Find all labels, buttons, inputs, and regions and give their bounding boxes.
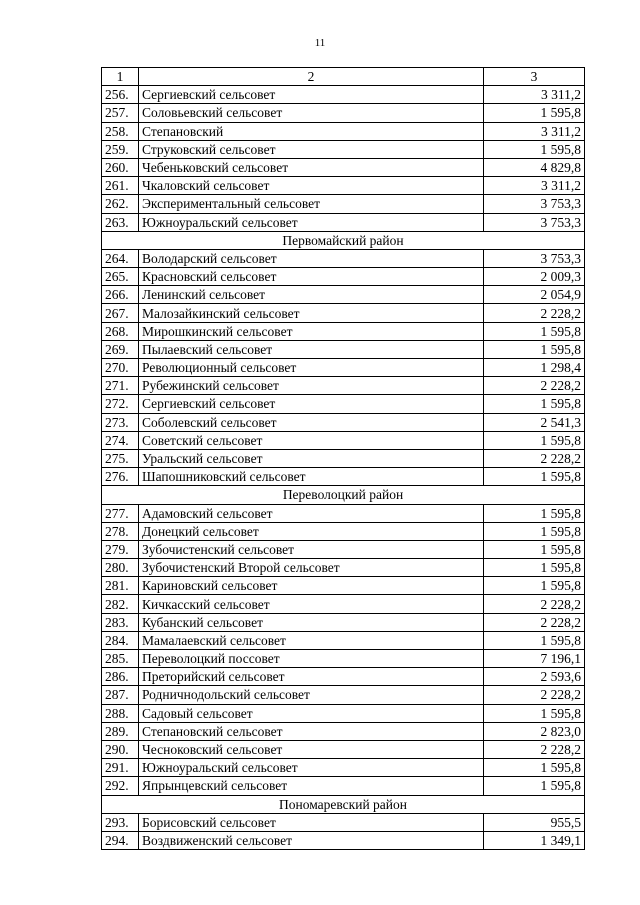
row-number-cell: 290. bbox=[102, 740, 139, 758]
row-value-cell: 955,5 bbox=[484, 813, 585, 831]
row-number-cell: 277. bbox=[102, 504, 139, 522]
row-value-cell: 1 595,8 bbox=[484, 431, 585, 449]
row-number-cell: 268. bbox=[102, 322, 139, 340]
table-row bbox=[102, 831, 585, 849]
table-row bbox=[102, 431, 585, 449]
row-number-cell: 264. bbox=[102, 249, 139, 267]
table-row bbox=[102, 704, 585, 722]
row-number-cell: 292. bbox=[102, 777, 139, 795]
table-row bbox=[102, 686, 585, 704]
row-number-cell: 278. bbox=[102, 522, 139, 540]
table-row bbox=[102, 813, 585, 831]
row-value-cell: 1 349,1 bbox=[484, 831, 585, 849]
table-row bbox=[102, 413, 585, 431]
row-number-cell: 260. bbox=[102, 158, 139, 176]
row-number-cell: 263. bbox=[102, 213, 139, 231]
table-row bbox=[102, 377, 585, 395]
table-row bbox=[102, 104, 585, 122]
section-header-row bbox=[102, 795, 585, 813]
row-value-cell: 1 595,8 bbox=[484, 395, 585, 413]
row-name-cell: Мирошкинский сельсовет bbox=[139, 322, 484, 340]
row-number-cell: 279. bbox=[102, 540, 139, 558]
row-name-cell: Сергиевский сельсовет bbox=[139, 395, 484, 413]
row-number-cell: 293. bbox=[102, 813, 139, 831]
row-number-cell: 274. bbox=[102, 431, 139, 449]
row-value-cell: 1 595,8 bbox=[484, 140, 585, 158]
section-header-row bbox=[102, 231, 585, 249]
table-row bbox=[102, 177, 585, 195]
row-name-cell: Преторийский сельсовет bbox=[139, 668, 484, 686]
table-row bbox=[102, 504, 585, 522]
row-number-cell: 267. bbox=[102, 304, 139, 322]
table-body bbox=[102, 68, 585, 850]
table-row bbox=[102, 213, 585, 231]
row-name-cell: Володарский сельсовет bbox=[139, 249, 484, 267]
row-value-cell: 2 228,2 bbox=[484, 740, 585, 758]
row-name-cell: Адамовский сельсовет bbox=[139, 504, 484, 522]
column-header-number: 1 bbox=[102, 68, 139, 86]
row-name-cell: Рубежинский сельсовет bbox=[139, 377, 484, 395]
row-name-cell: Кубанский сельсовет bbox=[139, 613, 484, 631]
row-value-cell: 3 753,3 bbox=[484, 213, 585, 231]
table-row bbox=[102, 86, 585, 104]
row-name-cell: Воздвиженский сельсовет bbox=[139, 831, 484, 849]
row-value-cell: 7 196,1 bbox=[484, 650, 585, 668]
row-number-cell: 269. bbox=[102, 340, 139, 358]
column-header-value: 3 bbox=[484, 68, 585, 86]
row-number-cell: 283. bbox=[102, 613, 139, 631]
row-name-cell: Кичкасский сельсовет bbox=[139, 595, 484, 613]
row-number-cell: 258. bbox=[102, 122, 139, 140]
row-value-cell: 2 228,2 bbox=[484, 595, 585, 613]
row-value-cell: 2 228,2 bbox=[484, 613, 585, 631]
row-number-cell: 294. bbox=[102, 831, 139, 849]
row-number-cell: 281. bbox=[102, 577, 139, 595]
data-table bbox=[101, 67, 585, 850]
row-name-cell: Степановский bbox=[139, 122, 484, 140]
table-row bbox=[102, 122, 585, 140]
section-title: Первомайский район bbox=[102, 231, 585, 249]
row-name-cell: Советский сельсовет bbox=[139, 431, 484, 449]
row-number-cell: 286. bbox=[102, 668, 139, 686]
row-name-cell: Соболевский сельсовет bbox=[139, 413, 484, 431]
row-name-cell: Малозайкинский сельсовет bbox=[139, 304, 484, 322]
section-header-row bbox=[102, 486, 585, 504]
table-row bbox=[102, 631, 585, 649]
row-name-cell: Революционный сельсовет bbox=[139, 359, 484, 377]
table-row bbox=[102, 249, 585, 267]
row-name-cell: Шапошниковский сельсовет bbox=[139, 468, 484, 486]
row-value-cell: 3 753,3 bbox=[484, 249, 585, 267]
row-name-cell: Садовый сельсовет bbox=[139, 704, 484, 722]
row-number-cell: 256. bbox=[102, 86, 139, 104]
row-value-cell: 3 311,2 bbox=[484, 177, 585, 195]
table-row bbox=[102, 540, 585, 558]
row-value-cell: 1 595,8 bbox=[484, 577, 585, 595]
row-value-cell: 1 595,8 bbox=[484, 540, 585, 558]
row-name-cell: Родничнодольский сельсовет bbox=[139, 686, 484, 704]
row-number-cell: 289. bbox=[102, 722, 139, 740]
row-value-cell: 1 595,8 bbox=[484, 759, 585, 777]
row-name-cell: Ленинский сельсовет bbox=[139, 286, 484, 304]
table-row bbox=[102, 468, 585, 486]
row-number-cell: 265. bbox=[102, 268, 139, 286]
row-value-cell: 1 595,8 bbox=[484, 504, 585, 522]
row-value-cell: 1 595,8 bbox=[484, 468, 585, 486]
table-row bbox=[102, 340, 585, 358]
section-title: Переволоцкий район bbox=[102, 486, 585, 504]
row-value-cell: 1 595,8 bbox=[484, 777, 585, 795]
table-row bbox=[102, 449, 585, 467]
row-value-cell: 3 311,2 bbox=[484, 122, 585, 140]
row-value-cell: 2 823,0 bbox=[484, 722, 585, 740]
table-row bbox=[102, 322, 585, 340]
table-row bbox=[102, 158, 585, 176]
row-name-cell: Степановский сельсовет bbox=[139, 722, 484, 740]
row-number-cell: 270. bbox=[102, 359, 139, 377]
table-row bbox=[102, 740, 585, 758]
row-name-cell: Южноуральский сельсовет bbox=[139, 759, 484, 777]
row-number-cell: 282. bbox=[102, 595, 139, 613]
row-value-cell: 2 228,2 bbox=[484, 377, 585, 395]
row-value-cell: 2 054,9 bbox=[484, 286, 585, 304]
row-name-cell: Струковский сельсовет bbox=[139, 140, 484, 158]
row-number-cell: 262. bbox=[102, 195, 139, 213]
row-name-cell: Борисовский сельсовет bbox=[139, 813, 484, 831]
row-name-cell: Донецкий сельсовет bbox=[139, 522, 484, 540]
row-value-cell: 1 595,8 bbox=[484, 522, 585, 540]
row-name-cell: Чкаловский сельсовет bbox=[139, 177, 484, 195]
row-number-cell: 261. bbox=[102, 177, 139, 195]
row-name-cell: Экспериментальный сельсовет bbox=[139, 195, 484, 213]
row-name-cell: Зубочистенский Второй сельсовет bbox=[139, 559, 484, 577]
row-number-cell: 259. bbox=[102, 140, 139, 158]
row-number-cell: 266. bbox=[102, 286, 139, 304]
row-name-cell: Уральский сельсовет bbox=[139, 449, 484, 467]
row-value-cell: 1 298,4 bbox=[484, 359, 585, 377]
row-value-cell: 1 595,8 bbox=[484, 104, 585, 122]
row-number-cell: 284. bbox=[102, 631, 139, 649]
row-number-cell: 273. bbox=[102, 413, 139, 431]
row-number-cell: 285. bbox=[102, 650, 139, 668]
row-value-cell: 4 829,8 bbox=[484, 158, 585, 176]
row-name-cell: Зубочистенский сельсовет bbox=[139, 540, 484, 558]
row-name-cell: Мамалаевский сельсовет bbox=[139, 631, 484, 649]
row-number-cell: 276. bbox=[102, 468, 139, 486]
table-row bbox=[102, 195, 585, 213]
table-row bbox=[102, 522, 585, 540]
row-value-cell: 2 593,6 bbox=[484, 668, 585, 686]
row-value-cell: 2 009,3 bbox=[484, 268, 585, 286]
page-number: 11 bbox=[314, 37, 326, 49]
table-row bbox=[102, 650, 585, 668]
table-header-row bbox=[102, 68, 585, 86]
row-name-cell: Чебеньковский сельсовет bbox=[139, 158, 484, 176]
row-number-cell: 291. bbox=[102, 759, 139, 777]
table-row bbox=[102, 304, 585, 322]
table-row bbox=[102, 722, 585, 740]
row-number-cell: 287. bbox=[102, 686, 139, 704]
table-row bbox=[102, 577, 585, 595]
row-value-cell: 2 541,3 bbox=[484, 413, 585, 431]
table-row bbox=[102, 668, 585, 686]
row-value-cell: 2 228,2 bbox=[484, 686, 585, 704]
table-row bbox=[102, 286, 585, 304]
table-row bbox=[102, 759, 585, 777]
row-number-cell: 272. bbox=[102, 395, 139, 413]
table-row bbox=[102, 268, 585, 286]
row-value-cell: 1 595,8 bbox=[484, 559, 585, 577]
row-value-cell: 1 595,8 bbox=[484, 322, 585, 340]
row-value-cell: 2 228,2 bbox=[484, 449, 585, 467]
row-value-cell: 1 595,8 bbox=[484, 704, 585, 722]
row-name-cell: Кариновский сельсовет bbox=[139, 577, 484, 595]
row-name-cell: Соловьевский сельсовет bbox=[139, 104, 484, 122]
row-name-cell: Южноуральский сельсовет bbox=[139, 213, 484, 231]
column-header-name: 2 bbox=[139, 68, 484, 86]
row-number-cell: 275. bbox=[102, 449, 139, 467]
table-row bbox=[102, 777, 585, 795]
table-row bbox=[102, 613, 585, 631]
row-name-cell: Пылаевский сельсовет bbox=[139, 340, 484, 358]
section-title: Пономаревский район bbox=[102, 795, 585, 813]
row-name-cell: Красновский сельсовет bbox=[139, 268, 484, 286]
table-row bbox=[102, 359, 585, 377]
row-value-cell: 1 595,8 bbox=[484, 340, 585, 358]
row-value-cell: 1 595,8 bbox=[484, 631, 585, 649]
table-row bbox=[102, 395, 585, 413]
row-value-cell: 2 228,2 bbox=[484, 304, 585, 322]
table-row bbox=[102, 140, 585, 158]
row-number-cell: 257. bbox=[102, 104, 139, 122]
row-number-cell: 288. bbox=[102, 704, 139, 722]
row-value-cell: 3 311,2 bbox=[484, 86, 585, 104]
table-row bbox=[102, 559, 585, 577]
row-number-cell: 280. bbox=[102, 559, 139, 577]
row-name-cell: Сергиевский сельсовет bbox=[139, 86, 484, 104]
row-name-cell: Переволоцкий поссовет bbox=[139, 650, 484, 668]
row-number-cell: 271. bbox=[102, 377, 139, 395]
row-name-cell: Чесноковский сельсовет bbox=[139, 740, 484, 758]
table-row bbox=[102, 595, 585, 613]
row-value-cell: 3 753,3 bbox=[484, 195, 585, 213]
row-name-cell: Япрынцевский сельсовет bbox=[139, 777, 484, 795]
